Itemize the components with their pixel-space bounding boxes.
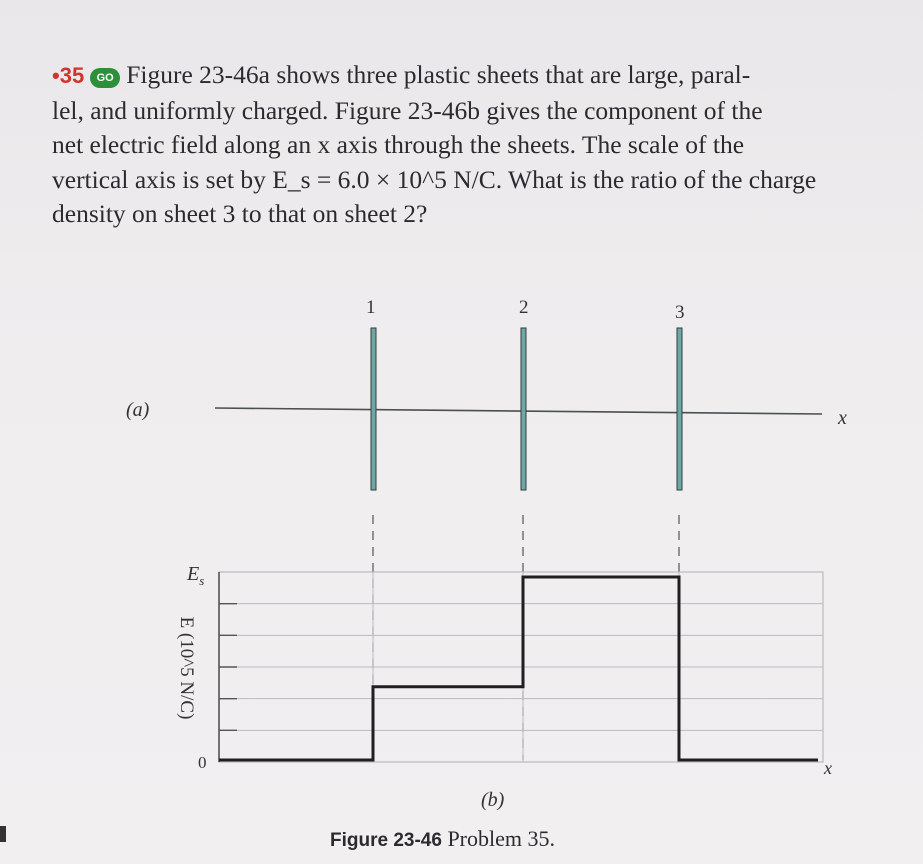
problem-line-1-text: Figure 23-46a shows three plastic sheets that are large, paral- [126, 60, 751, 89]
sheet-2 [519, 297, 529, 490]
panel-b-label: (b) [481, 789, 505, 811]
sheet-3 [675, 302, 685, 490]
y-zero-tick-label: 0 [198, 753, 207, 772]
sheet-1-label: 1 [366, 297, 376, 318]
x-axis-label-b: x [824, 758, 832, 778]
plot-gridlines [219, 572, 823, 762]
go-badge-icon: GO [90, 68, 120, 88]
y-axis-label: E (10^5 N/C) [176, 616, 197, 720]
x-axis-label-a: x [838, 407, 847, 429]
y-top-tick-label: $E_s$ [187, 563, 205, 588]
problem-number: •35 [52, 63, 85, 88]
caption-label: Figure 23-46 [330, 830, 442, 851]
figure-a [126, 297, 847, 760]
sheet-guides [373, 515, 679, 760]
figure-b [176, 563, 832, 811]
caption-text: Problem 35. [447, 826, 555, 851]
electric-field-step-curve [219, 577, 818, 760]
sheet-1 [366, 297, 376, 490]
page-edge-mark [0, 826, 6, 842]
sheet-3-label: 3 [675, 302, 685, 323]
sheet-2-label: 2 [519, 297, 529, 318]
figure-caption [330, 826, 555, 852]
problem-line-4: vertical axis is set by E_s = 6.0 × 10^5 N/C. What is the ratio of the charge [52, 164, 817, 194]
problem-line-5: density on sheet 3 to that on sheet 2? [52, 199, 428, 228]
problem-line-2: lel, and uniformly charged. Figure 23-46b gives the component of the [52, 95, 763, 125]
y-ticks [219, 604, 237, 731]
panel-a-label: (a) [126, 399, 150, 421]
x-axis-line-a [215, 408, 822, 414]
problem-line-3: net electric field along an x axis through the sheets. The scale of the [52, 130, 745, 159]
